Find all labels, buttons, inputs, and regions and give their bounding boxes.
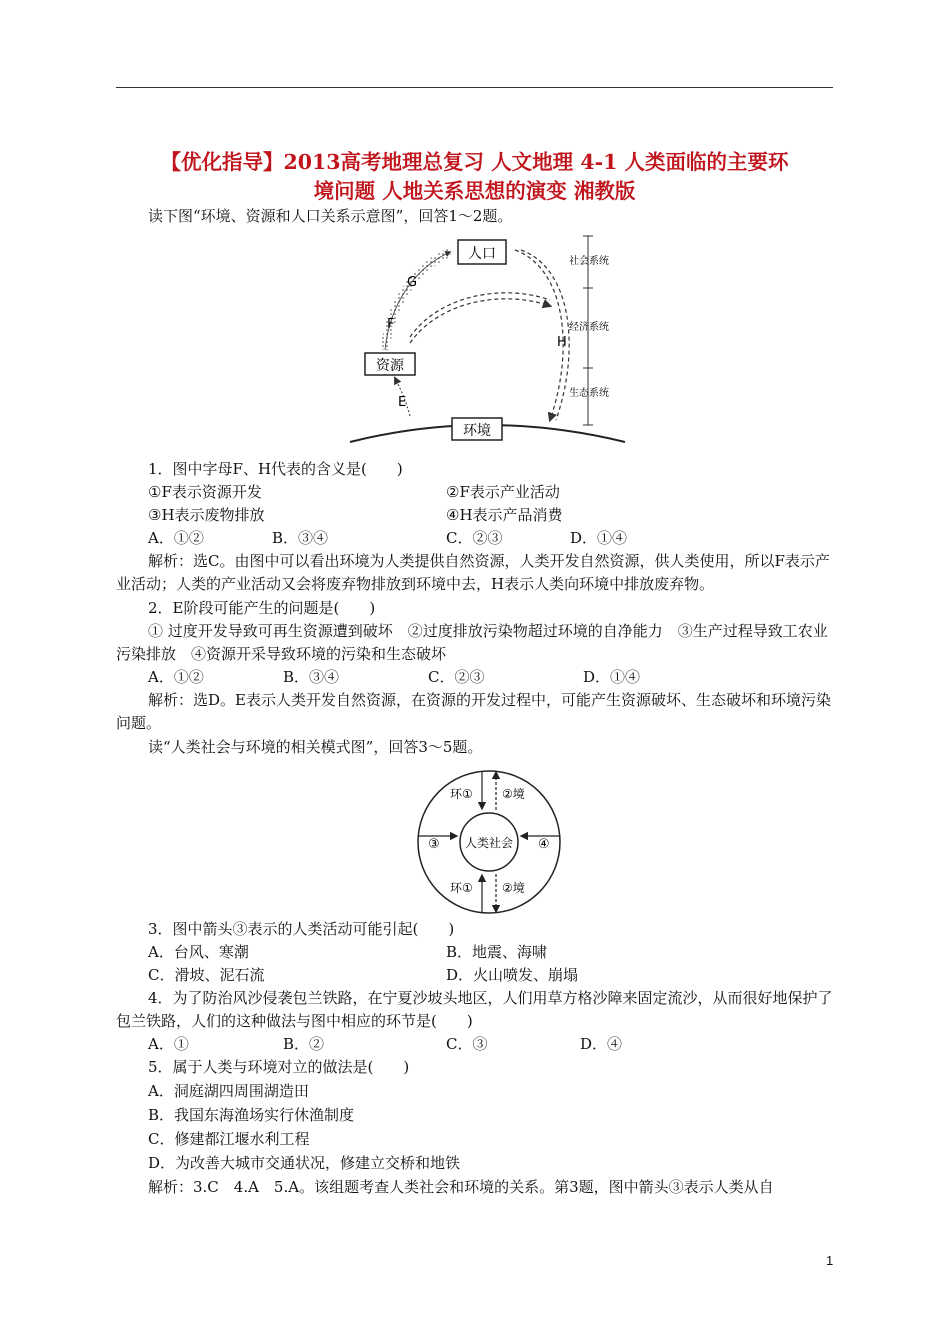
q5-option-c: C．修建都江堰水利工程 xyxy=(148,1130,310,1148)
label-social-system: 社会系统 xyxy=(569,256,609,267)
label-economic-system: 经济系统 xyxy=(569,322,609,333)
q2-option-b: B．③④ xyxy=(283,668,340,686)
q1-option-b: B．③④ xyxy=(272,529,329,547)
label-bottom-left: 环① xyxy=(450,881,473,895)
label-e: E xyxy=(398,395,407,410)
center-label: 人类社会 xyxy=(464,836,514,850)
figure-society-environment-model xyxy=(414,768,564,916)
page-number: 1 xyxy=(826,1253,834,1268)
q3-option-d: D．火山喷发、崩塌 xyxy=(446,966,579,984)
q4-stem: 4．为了防治风沙侵袭包兰铁路，在宁夏沙坡头地区，人们用草方格沙障来固定流沙，从而很好地保护了包兰铁路，人们的这种做法与图中相应的环节是( ) xyxy=(116,989,833,1030)
q4-option-d: D．④ xyxy=(580,1035,623,1053)
intro-text-1: 读下图“环境、资源和人口关系示意图”，回答1～2题。 xyxy=(148,207,513,225)
q5-stem: 5．属于人类与环境对立的做法是( ) xyxy=(148,1058,410,1076)
label-bottom-right: ②境 xyxy=(502,881,525,895)
q2-option-a: A．①② xyxy=(148,668,204,686)
q4-option-c: C．③ xyxy=(446,1035,488,1053)
q1-statement-3: ③H表示废物排放 xyxy=(148,506,265,524)
q2-analysis: 解析：选D。E表示人类开发自然资源，在资源的开发过程中，可能产生资源破坏、生态破坏和环境污染问题。 xyxy=(116,691,831,732)
q1-option-c: C．②③ xyxy=(446,529,503,547)
q1-statement-2: ②F表示产业活动 xyxy=(446,483,560,501)
title-line-1: 【优化指导】2013高考地理总复习 人文地理 4-1 人类面临的主要环 xyxy=(160,150,789,174)
label-h: H xyxy=(557,335,567,350)
q2-body: ① 过度开发导致可再生资源遭到破坏 ②过度排放污染物超过环境的自净能力 ③生产过程导致工农业污染排放 ④资源开采导致环境的污染和生态破坏 xyxy=(116,622,828,663)
q1-option-d: D．①④ xyxy=(570,529,628,547)
environment-label: 环境 xyxy=(463,423,491,439)
q5-option-b: B．我国东海渔场实行休渔制度 xyxy=(148,1106,355,1124)
label-f: F xyxy=(387,317,395,332)
q3-5-analysis: 解析：3.C 4.A 5.A。该组题考查人类社会和环境的关系。第3题，图中箭头③表示人类从自 xyxy=(148,1178,774,1196)
figure-environment-resources-population xyxy=(345,228,630,446)
population-label: 人口 xyxy=(468,246,496,262)
q3-option-b: B．地震、海啸 xyxy=(446,943,548,961)
header-rule xyxy=(116,87,833,88)
label-top-left: 环① xyxy=(450,787,473,801)
q1-option-a: A．①② xyxy=(148,529,204,547)
q4-option-a: A．① xyxy=(148,1035,189,1053)
label-right: ④ xyxy=(538,837,550,852)
label-g: G xyxy=(407,275,418,290)
q2-option-c: C．②③ xyxy=(428,668,485,686)
q5-option-a: A．洞庭湖四周围湖造田 xyxy=(148,1082,309,1100)
q3-stem: 3．图中箭头③表示的人类活动可能引起( ) xyxy=(148,920,455,938)
intro-text-2: 读“人类社会与环境的相关模式图”，回答3～5题。 xyxy=(148,738,483,756)
arrow-h xyxy=(515,250,563,420)
label-left: ③ xyxy=(428,837,440,852)
title-line-2: 境问题 人地关系思想的演变 湘教版 xyxy=(313,179,636,203)
q3-option-c: C．滑坡、泥石流 xyxy=(148,966,265,984)
q3-option-a: A．台风、寒潮 xyxy=(148,943,249,961)
document-title xyxy=(116,148,833,206)
resources-label: 资源 xyxy=(376,358,404,374)
label-top-right: ②境 xyxy=(502,787,525,801)
q2-stem: 2．E阶段可能产生的问题是( ) xyxy=(148,599,376,617)
q5-option-d: D．为改善大城市交通状况，修建立交桥和地铁 xyxy=(148,1154,461,1172)
dashed-inner-arc xyxy=(410,299,550,343)
arrow-f-g xyxy=(385,252,450,350)
q1-statement-1: ①F表示资源开发 xyxy=(148,483,262,501)
q4-option-b: B．② xyxy=(283,1035,325,1053)
label-ecological-system: 生态系统 xyxy=(569,388,609,399)
q2-option-d: D．①④ xyxy=(583,668,641,686)
q1-stem: 1．图中字母F、H代表的含义是( ) xyxy=(148,460,403,478)
q1-statement-4: ④H表示产品消费 xyxy=(446,506,563,524)
q1-analysis: 解析：选C。由图中可以看出环境为人类提供自然资源，人类开发自然资源，供人类使用，所以F表示产业活动；人类的产业活动又会将废弃物排放到环境中去，H表示人类向环境中排放废弃物。 xyxy=(116,552,830,593)
